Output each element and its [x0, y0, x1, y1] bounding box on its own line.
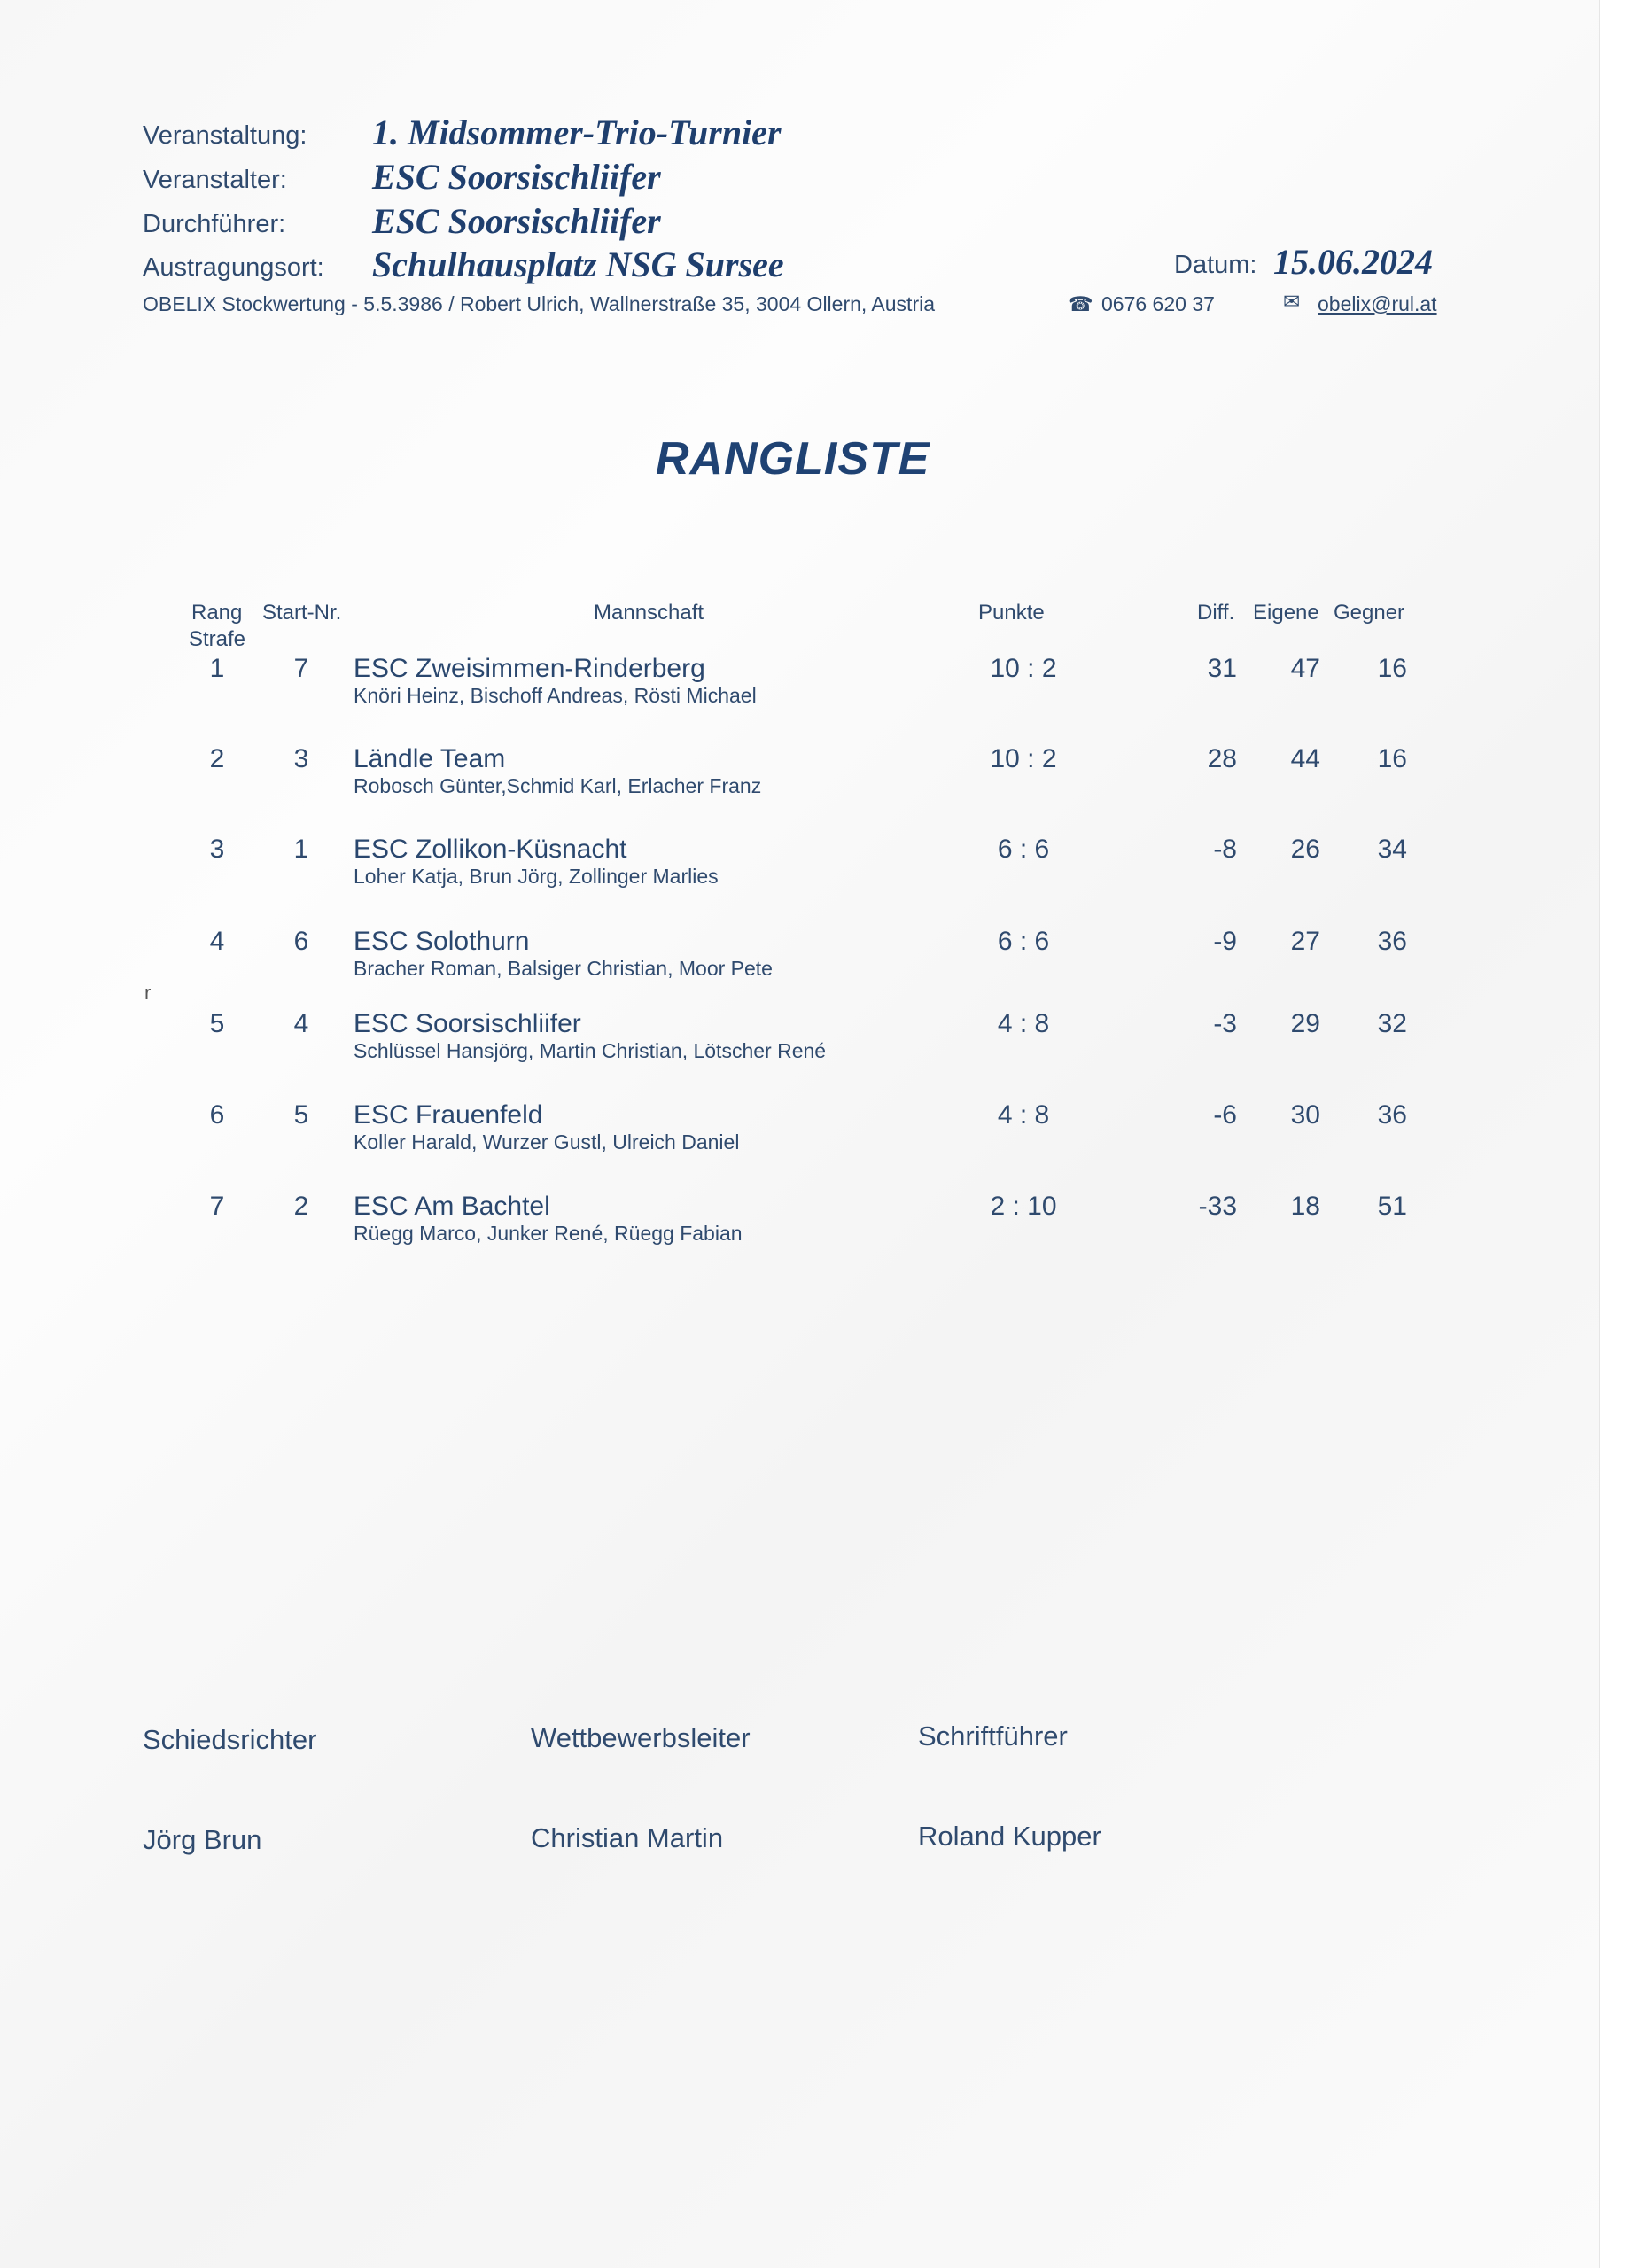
start-number-cell: 2 — [293, 1192, 309, 1221]
own-score-cell: 30 — [1290, 1100, 1320, 1130]
value-date: 15.06.2024 — [1273, 242, 1433, 282]
role-secretary: Schriftführer — [918, 1720, 1068, 1751]
col-header-diff: Diff. — [1197, 601, 1235, 625]
name-secretary: Roland Kupper — [918, 1821, 1101, 1852]
col-header-opp: Gegner — [1334, 601, 1405, 625]
diff-cell: -8 — [1213, 835, 1237, 864]
own-score-cell: 47 — [1290, 654, 1320, 683]
col-header-team: Mannschaft — [594, 601, 704, 625]
col-header-penalty: Strafe — [189, 627, 246, 651]
team-name: Ländle Team — [354, 744, 506, 773]
col-header-points: Punkte — [978, 601, 1045, 625]
team-name: ESC Solothurn — [354, 927, 530, 956]
stray-mark: r — [144, 982, 152, 1004]
software-line: OBELIX Stockwertung - 5.5.3986 / Robert Ulrich, Wallnerstraße 35, 3004 Ollern, Austria — [143, 292, 936, 315]
team-players: Knöri Heinz, Bischoff Andreas, Rösti Michael — [354, 684, 757, 707]
envelope-icon: ✉ — [1283, 290, 1301, 313]
team-players: Rüegg Marco, Junker René, Rüegg Fabian — [354, 1222, 743, 1245]
opponent-score-cell: 36 — [1377, 927, 1407, 956]
phone-icon: ☎ — [1068, 292, 1093, 315]
team-name: ESC Am Bachtel — [354, 1192, 550, 1221]
own-score-cell: 29 — [1290, 1009, 1320, 1038]
scan-margin — [1599, 0, 1649, 2268]
team-name: ESC Zollikon-Küsnacht — [354, 835, 627, 864]
col-header-start: Start-Nr. — [262, 601, 342, 625]
col-header-own: Eigene — [1253, 601, 1319, 625]
label-event: Veranstaltung: — [143, 121, 307, 150]
own-score-cell: 26 — [1290, 835, 1320, 864]
diff-cell: -33 — [1198, 1192, 1237, 1221]
label-date: Datum: — [1174, 251, 1257, 279]
points-cell: 10 : 2 — [990, 654, 1057, 683]
rank-cell: 5 — [209, 1009, 225, 1038]
points-cell: 4 : 8 — [997, 1100, 1050, 1130]
points-cell: 10 : 2 — [990, 744, 1057, 773]
role-referee: Schiedsrichter — [143, 1724, 317, 1755]
diff-cell: -6 — [1213, 1100, 1237, 1130]
opponent-score-cell: 16 — [1377, 744, 1407, 773]
team-players: Schlüssel Hansjörg, Martin Christian, Lötscher René — [354, 1039, 827, 1062]
start-number-cell: 5 — [293, 1100, 309, 1130]
diff-cell: -9 — [1213, 927, 1237, 956]
opponent-score-cell: 34 — [1377, 835, 1407, 864]
rank-cell: 1 — [209, 654, 225, 683]
col-header-rank: Rang — [191, 601, 243, 625]
start-number-cell: 1 — [293, 835, 309, 864]
opponent-score-cell: 36 — [1377, 1100, 1407, 1130]
start-number-cell: 4 — [293, 1009, 309, 1038]
diff-cell: 31 — [1207, 654, 1237, 683]
diff-cell: 28 — [1207, 744, 1237, 773]
label-executor: Durchführer: — [143, 210, 286, 238]
team-players: Koller Harald, Wurzer Gustl, Ulreich Daniel — [354, 1130, 740, 1153]
rank-cell: 3 — [209, 835, 225, 864]
start-number-cell: 6 — [293, 927, 309, 956]
opponent-score-cell: 16 — [1377, 654, 1407, 683]
own-score-cell: 27 — [1290, 927, 1320, 956]
own-score-cell: 18 — [1290, 1192, 1320, 1221]
points-cell: 4 : 8 — [997, 1009, 1050, 1038]
rank-cell: 4 — [209, 927, 225, 956]
team-players: Robosch Günter,Schmid Karl, Erlacher Franz — [354, 774, 762, 797]
opponent-score-cell: 32 — [1377, 1009, 1407, 1038]
start-number-cell: 7 — [293, 654, 309, 683]
value-event: 1. Midsommer-Trio-Turnier — [372, 113, 782, 152]
points-cell: 6 : 6 — [997, 927, 1050, 956]
team-players: Bracher Roman, Balsiger Christian, Moor Pete — [354, 957, 773, 980]
team-players: Loher Katja, Brun Jörg, Zollinger Marlies — [354, 865, 719, 888]
role-competition-lead: Wettbewerbsleiter — [531, 1722, 751, 1753]
value-venue: Schulhausplatz NSG Sursee — [372, 245, 784, 284]
points-cell: 2 : 10 — [990, 1192, 1057, 1221]
name-referee: Jörg Brun — [143, 1824, 262, 1855]
rank-cell: 6 — [209, 1100, 225, 1130]
own-score-cell: 44 — [1290, 744, 1320, 773]
email-link[interactable]: obelix@rul.at — [1318, 292, 1437, 315]
diff-cell: -3 — [1213, 1009, 1237, 1038]
rank-cell: 7 — [209, 1192, 225, 1221]
label-venue: Austragungsort: — [143, 253, 324, 282]
team-name: ESC Zweisimmen-Rinderberg — [354, 654, 705, 683]
rank-cell: 2 — [209, 744, 225, 773]
value-organizer: ESC Soorsischliifer — [372, 157, 661, 197]
team-name: ESC Frauenfeld — [354, 1100, 543, 1130]
label-organizer: Veranstalter: — [143, 166, 287, 194]
team-name: ESC Soorsischliifer — [354, 1009, 581, 1038]
name-competition-lead: Christian Martin — [531, 1822, 724, 1853]
opponent-score-cell: 51 — [1377, 1192, 1407, 1221]
phone-number: 0676 620 37 — [1101, 292, 1215, 315]
value-executor: ESC Soorsischliifer — [372, 201, 661, 241]
points-cell: 6 : 6 — [997, 835, 1050, 864]
page-title: RANGLISTE — [656, 433, 930, 485]
start-number-cell: 3 — [293, 744, 309, 773]
